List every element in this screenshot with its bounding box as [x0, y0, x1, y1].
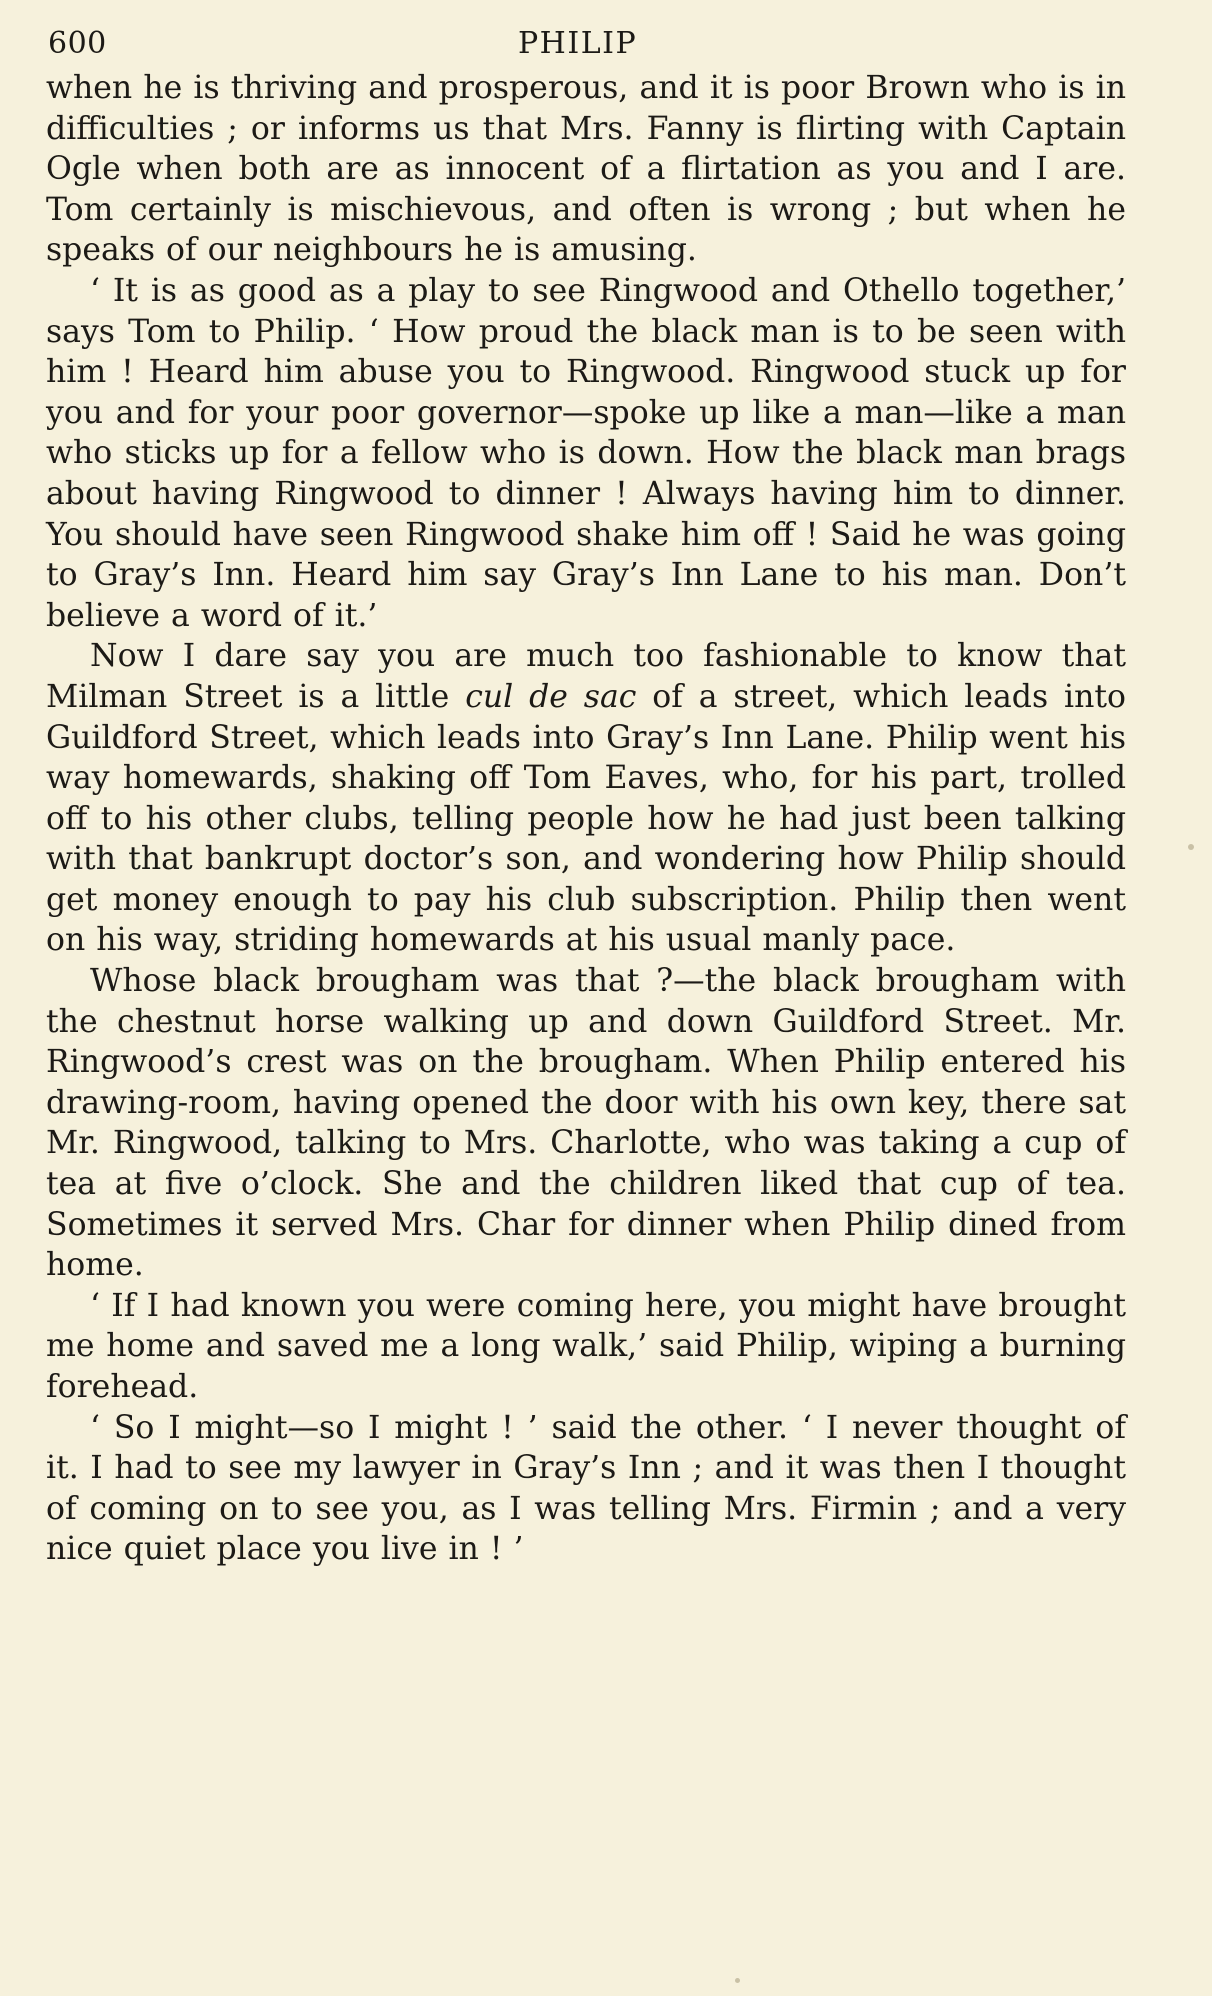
book-page: [46, 22, 1126, 1962]
body-text: [46, 68, 1126, 1570]
paragraph-6: ‘ So I might—so I might ! ’ said the other. ‘ I never thought of it. I had to see my lawyer in Gray’s Inn ; and it was then I thought of coming on to see you, as I was telling Mrs. Firmin ; and a very nice quiet place you live in ! ’: [46, 1409, 1126, 1568]
paper-speck: [735, 1978, 740, 1983]
italic-phrase: cul de sac: [465, 678, 637, 715]
paragraph-2: ‘ It is as good as a play to see Ringwood and Othello together,’ says Tom to Philip. ‘ How proud the black man is to be seen with him ! Heard him abuse you to Ringwood. Ringwood stuck up for you and for your poor governor—spoke up like a man—like a man who sticks up for a fellow who is down. How the black man brags about having Ringwood to dinner ! Always having him to dinner. You should have seen Ringwood shake him off ! Said he was going to Gray’s Inn. Heard him say Gray’s Inn Lane to his man. Don’t believe a word of it.’: [46, 272, 1126, 634]
paragraph-4: Whose black brougham was that ?—the black brougham with the chestnut horse walking up and down Guildford Street. Mr. Ringwood’s crest was on the brougham. When Philip entered his drawing-room, having opened the door with his own key, there sat Mr. Ringwood, talking to Mrs. Charlotte, who was taking a cup of tea at five o’clock. She and the children liked that cup of tea. Sometimes it served Mrs. Char for dinner when Philip dined from home.: [46, 963, 1126, 1284]
paragraph-5: ‘ If I had known you were coming here, you might have brought me home and saved me a long walk,’ said Philip, wiping a burning forehead.: [46, 1287, 1126, 1405]
paper-speck: [1188, 844, 1194, 850]
page-number: 600: [48, 26, 107, 61]
running-title: PHILIP: [518, 26, 638, 61]
paragraph-3: Now I dare say you are much too fashionable to know that Milman Street is a little cul de sac of a street, which leads into Guildford Street, which leads into Gray’s Inn Lane. Philip went his way homewards, shaking off Tom Eaves, who, for his part, trolled off to his other clubs, telling people how he had just been talking with that bankrupt doctor’s son, and wondering how Philip should get money enough to pay his club subscription. Philip then went on his way, striding homewards at his usual manly pace.: [46, 638, 1126, 959]
running-head: [46, 22, 1126, 66]
paragraph-1: when he is thriving and prosperous, and it is poor Brown who is in difficulties ; or informs us that Mrs. Fanny is flirting with Captain Ogle when both are as innocent of a flirtation as you and I are. Tom certainly is mischievous, and often is wrong ; but when he speaks of our neighbours he is amusing.: [46, 70, 1126, 269]
